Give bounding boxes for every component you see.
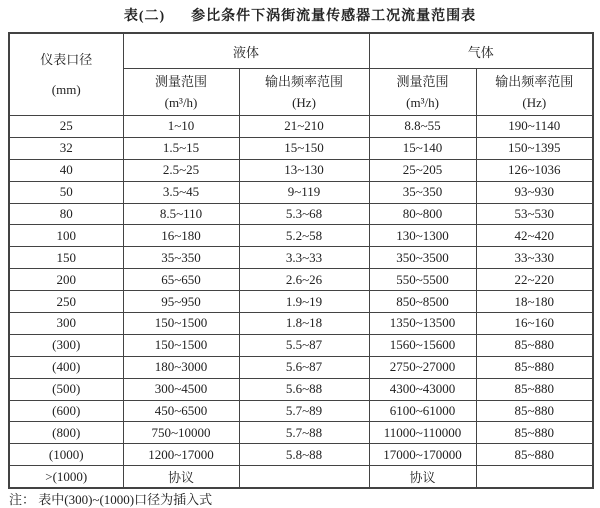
gas-freq-header-cell bbox=[476, 69, 593, 116]
value-cell: 5.6~88 bbox=[239, 378, 369, 400]
value-cell: 1560~15600 bbox=[369, 334, 476, 356]
gas-range-unit: (m³/h) bbox=[406, 95, 439, 110]
value-cell: 150~1500 bbox=[123, 334, 239, 356]
value-cell: 协议 bbox=[123, 466, 239, 488]
liquid-group-header: 液体 bbox=[123, 33, 369, 69]
gas-range-label: 测量范围 bbox=[396, 74, 449, 89]
value-cell: 85~880 bbox=[476, 334, 593, 356]
value-cell: 5.5~87 bbox=[239, 334, 369, 356]
liquid-freq-unit: (Hz) bbox=[292, 95, 316, 110]
diameter-cell: 80 bbox=[9, 203, 123, 225]
value-cell: 85~880 bbox=[476, 378, 593, 400]
gas-freq-unit: (Hz) bbox=[522, 95, 547, 110]
value-cell: 5.3~68 bbox=[239, 203, 369, 225]
value-cell: 5.7~88 bbox=[239, 422, 369, 444]
footnote: 注： 表中(300)~(1000)口径为插入式 bbox=[9, 492, 213, 507]
table-row bbox=[9, 247, 593, 269]
value-cell: 1.5~15 bbox=[123, 137, 239, 159]
value-cell: 190~1140 bbox=[476, 116, 593, 138]
liquid-freq-label: 输出频率范围 bbox=[265, 74, 344, 89]
value-cell: 450~6500 bbox=[123, 400, 239, 422]
diameter-cell: 32 bbox=[9, 137, 123, 159]
value-cell: 15~140 bbox=[369, 137, 476, 159]
value-cell: 6100~61000 bbox=[369, 400, 476, 422]
diameter-label: 仪表口径 bbox=[40, 51, 93, 67]
value-cell: 1~10 bbox=[123, 116, 239, 138]
value-cell: 2750~27000 bbox=[369, 356, 476, 378]
value-cell: 130~1300 bbox=[369, 225, 476, 247]
diameter-cell: 150 bbox=[9, 247, 123, 269]
value-cell: 5.8~88 bbox=[239, 444, 369, 466]
value-cell: 21~210 bbox=[239, 116, 369, 138]
value-cell: 350~3500 bbox=[369, 247, 476, 269]
value-cell: 5.7~89 bbox=[239, 400, 369, 422]
value-cell: 35~350 bbox=[369, 181, 476, 203]
value-cell: 85~880 bbox=[476, 356, 593, 378]
value-cell: 8.5~110 bbox=[123, 203, 239, 225]
value-cell: 85~880 bbox=[476, 444, 593, 466]
table-row bbox=[9, 137, 593, 159]
diameter-header-cell bbox=[9, 33, 123, 116]
value-cell: 85~880 bbox=[476, 400, 593, 422]
value-cell: 150~1500 bbox=[123, 313, 239, 335]
table-row bbox=[9, 159, 593, 181]
value-cell: 95~950 bbox=[123, 291, 239, 313]
value-cell: 53~530 bbox=[476, 203, 593, 225]
value-cell bbox=[476, 466, 593, 488]
value-cell: 35~350 bbox=[123, 247, 239, 269]
value-cell: 5.6~87 bbox=[239, 356, 369, 378]
value-cell: 5.2~58 bbox=[239, 225, 369, 247]
gas-freq-label: 输出频率范围 bbox=[495, 74, 574, 89]
value-cell: 16~160 bbox=[476, 313, 593, 335]
table-row bbox=[9, 378, 593, 400]
table-row bbox=[9, 269, 593, 291]
table-row bbox=[9, 422, 593, 444]
value-cell: 126~1036 bbox=[476, 159, 593, 181]
value-cell: 协议 bbox=[369, 466, 476, 488]
value-cell: 80~800 bbox=[369, 203, 476, 225]
value-cell: 13~130 bbox=[239, 159, 369, 181]
value-cell: 150~1395 bbox=[476, 137, 593, 159]
table-row bbox=[9, 181, 593, 203]
table-title-prefix: 表(二) bbox=[123, 9, 166, 24]
value-cell bbox=[239, 466, 369, 488]
gas-group-header: 气体 bbox=[369, 33, 593, 69]
diameter-cell: (400) bbox=[9, 356, 123, 378]
table-row bbox=[9, 116, 593, 138]
diameter-cell: 250 bbox=[9, 291, 123, 313]
value-cell: 16~180 bbox=[123, 225, 239, 247]
liquid-freq-header-cell bbox=[239, 69, 369, 116]
value-cell: 33~330 bbox=[476, 247, 593, 269]
diameter-cell: 40 bbox=[9, 159, 123, 181]
value-cell: 1.8~18 bbox=[239, 313, 369, 335]
diameter-cell: 25 bbox=[9, 116, 123, 138]
value-cell: 17000~170000 bbox=[369, 444, 476, 466]
value-cell: 11000~110000 bbox=[369, 422, 476, 444]
table-row bbox=[9, 313, 593, 335]
table-row bbox=[9, 400, 593, 422]
diameter-cell: (300) bbox=[9, 334, 123, 356]
value-cell: 550~5500 bbox=[369, 269, 476, 291]
header-group-row bbox=[9, 33, 593, 69]
liquid-range-header-cell bbox=[123, 69, 239, 116]
liquid-range-unit: (m³/h) bbox=[164, 95, 198, 110]
value-cell: 93~930 bbox=[476, 181, 593, 203]
table-row bbox=[9, 291, 593, 313]
table-row bbox=[9, 203, 593, 225]
value-cell: 9~119 bbox=[239, 181, 369, 203]
value-cell: 15~150 bbox=[239, 137, 369, 159]
diameter-cell: (600) bbox=[9, 400, 123, 422]
liquid-range-label: 测量范围 bbox=[154, 74, 207, 89]
gas-range-header-cell bbox=[369, 69, 476, 116]
diameter-cell: 50 bbox=[9, 181, 123, 203]
value-cell: 8.8~55 bbox=[369, 116, 476, 138]
diameter-cell: 200 bbox=[9, 269, 123, 291]
table-body bbox=[9, 116, 593, 489]
value-cell: 2.6~26 bbox=[239, 269, 369, 291]
table-title bbox=[0, 5, 600, 25]
table-header bbox=[9, 33, 593, 116]
diameter-cell: (1000) bbox=[9, 444, 123, 466]
value-cell: 4300~43000 bbox=[369, 378, 476, 400]
value-cell: 3.3~33 bbox=[239, 247, 369, 269]
diameter-cell: (500) bbox=[9, 378, 123, 400]
value-cell: 65~650 bbox=[123, 269, 239, 291]
value-cell: 22~220 bbox=[476, 269, 593, 291]
value-cell: 3.5~45 bbox=[123, 181, 239, 203]
value-cell: 42~420 bbox=[476, 225, 593, 247]
diameter-unit: (mm) bbox=[51, 81, 81, 97]
value-cell: 85~880 bbox=[476, 422, 593, 444]
table-title-main: 参比条件下涡街流量传感器工况流量范围表 bbox=[191, 9, 477, 24]
table-row bbox=[9, 225, 593, 247]
diameter-cell: (800) bbox=[9, 422, 123, 444]
diameter-cell: 300 bbox=[9, 313, 123, 335]
diameter-cell: 100 bbox=[9, 225, 123, 247]
value-cell: 750~10000 bbox=[123, 422, 239, 444]
value-cell: 1200~17000 bbox=[123, 444, 239, 466]
value-cell: 180~3000 bbox=[123, 356, 239, 378]
value-cell: 2.5~25 bbox=[123, 159, 239, 181]
table-row bbox=[9, 444, 593, 466]
value-cell: 1.9~19 bbox=[239, 291, 369, 313]
value-cell: 18~180 bbox=[476, 291, 593, 313]
diameter-cell: >(1000) bbox=[9, 466, 123, 488]
table-row bbox=[9, 356, 593, 378]
value-cell: 1350~13500 bbox=[369, 313, 476, 335]
table-row bbox=[9, 334, 593, 356]
value-cell: 300~4500 bbox=[123, 378, 239, 400]
flow-range-table bbox=[8, 32, 594, 489]
table-row bbox=[9, 466, 593, 488]
value-cell: 25~205 bbox=[369, 159, 476, 181]
value-cell: 850~8500 bbox=[369, 291, 476, 313]
